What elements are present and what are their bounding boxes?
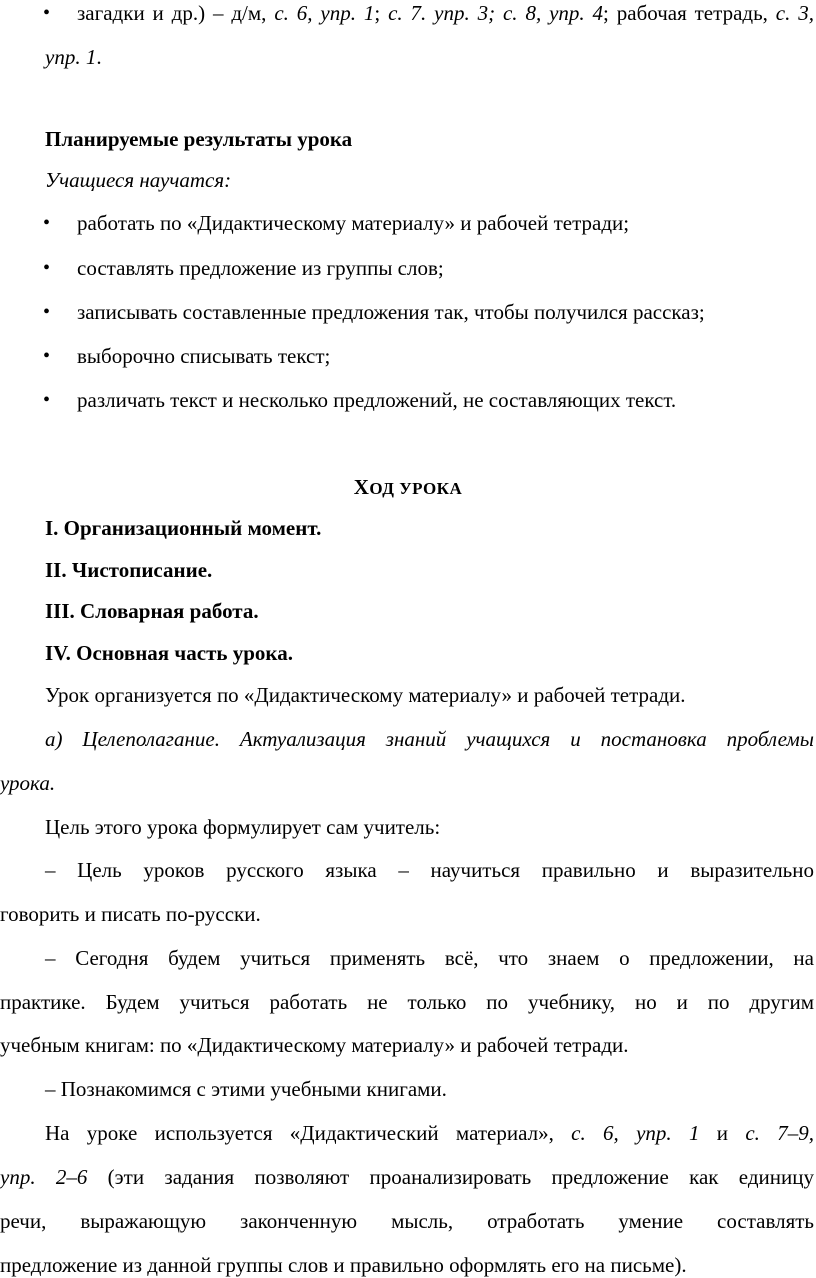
bullet-marker: •: [43, 212, 51, 234]
top-bullet-ref-1: с. 6, упр. 1: [274, 1, 375, 25]
top-bullet-end: .: [96, 45, 102, 69]
p7-text-b: (эти задания позволяют проанализировать предложение как единицу: [87, 1165, 814, 1189]
top-bullet-ref-3b: упр. 1: [45, 45, 97, 69]
p7-ref-1: с. 6, упр. 1: [571, 1121, 700, 1145]
body-paragraph-line: – Цель уроков русского языка – научиться правильно и выразительно: [45, 858, 814, 882]
stage-item: IV. Основная часть урока.: [45, 641, 293, 665]
body-paragraph: – Познакомимся с этими учебными книгами.: [45, 1077, 447, 1101]
course-heading-rest: ОД УРОКА: [369, 479, 463, 498]
p7-ref-3: упр. 2–6: [0, 1165, 88, 1189]
course-heading-first: Х: [353, 475, 370, 499]
body-paragraph: Цель этого урока формулирует сам учитель:: [45, 815, 441, 839]
p7-text-a: На уроке используется «Дидактический материал»,: [45, 1121, 572, 1145]
body-paragraph-italic-line: а) Целеполагание. Актуализация знаний учащихся и постановка проблемы: [45, 727, 814, 751]
p7-ref-2: с. 7–9,: [745, 1121, 814, 1145]
results-subheading: Учащиеся научатся:: [45, 168, 232, 192]
body-paragraph-line: предложение из данной группы слов и правильно оформлять его на письме).: [0, 1253, 687, 1277]
bullet-marker: •: [43, 345, 51, 367]
top-bullet-ref-3a: с. 3,: [775, 1, 814, 25]
top-bullet-sep-1: ;: [374, 1, 389, 25]
results-item: составлять предложение из группы слов;: [77, 256, 444, 280]
body-paragraph-line: речи, выражающую законченную мысль, отработать умение составлять: [0, 1209, 814, 1233]
body-paragraph-line: учебным книгам: по «Дидактическому материалу» и рабочей тетради.: [0, 1033, 629, 1057]
bullet-marker: •: [43, 257, 51, 279]
results-item: работать по «Дидактическому материалу» и рабочей тетради;: [77, 211, 630, 235]
stage-item: III. Словарная работа.: [45, 599, 259, 623]
course-heading: [0, 474, 816, 502]
stage-item: I. Организационный момент.: [45, 516, 322, 540]
results-heading: Планируемые результаты урока: [45, 127, 353, 151]
body-paragraph-italic-line: урока.: [0, 771, 56, 795]
body-paragraph: Урок организуется по «Дидактическому материалу» и рабочей тетради.: [45, 683, 686, 707]
top-bullet-line-2: [45, 44, 102, 70]
top-bullet-ref-2: с. 7. упр. 3; с. 8, упр. 4: [388, 1, 604, 25]
p7-mid: и: [699, 1121, 746, 1145]
body-paragraph-line: практике. Будем учиться работать не только по учебнику, но и по другим: [0, 990, 814, 1014]
bullet-marker: •: [43, 389, 51, 411]
stage-item: II. Чистописание.: [45, 558, 213, 582]
body-paragraph-line: [45, 1120, 814, 1146]
bullet-marker: •: [43, 2, 51, 24]
top-bullet-text-b: ; рабочая тетрадь,: [603, 1, 776, 25]
body-paragraph-line: говорить и писать по-русски.: [0, 902, 261, 926]
body-paragraph-line: – Сегодня будем учиться применять всё, что знаем о предложении, на: [45, 946, 814, 970]
top-bullet-text-a: загадки и др.) – д/м,: [77, 1, 275, 25]
bullet-marker: •: [43, 301, 51, 323]
results-item: записывать составленные предложения так, чтобы получился рассказ;: [77, 300, 705, 324]
results-item: различать текст и несколько предложений, не составляющих текст.: [77, 388, 677, 412]
results-item: выборочно списывать текст;: [77, 344, 331, 368]
top-bullet-line-1: [77, 0, 814, 26]
body-paragraph-line: [0, 1164, 814, 1190]
